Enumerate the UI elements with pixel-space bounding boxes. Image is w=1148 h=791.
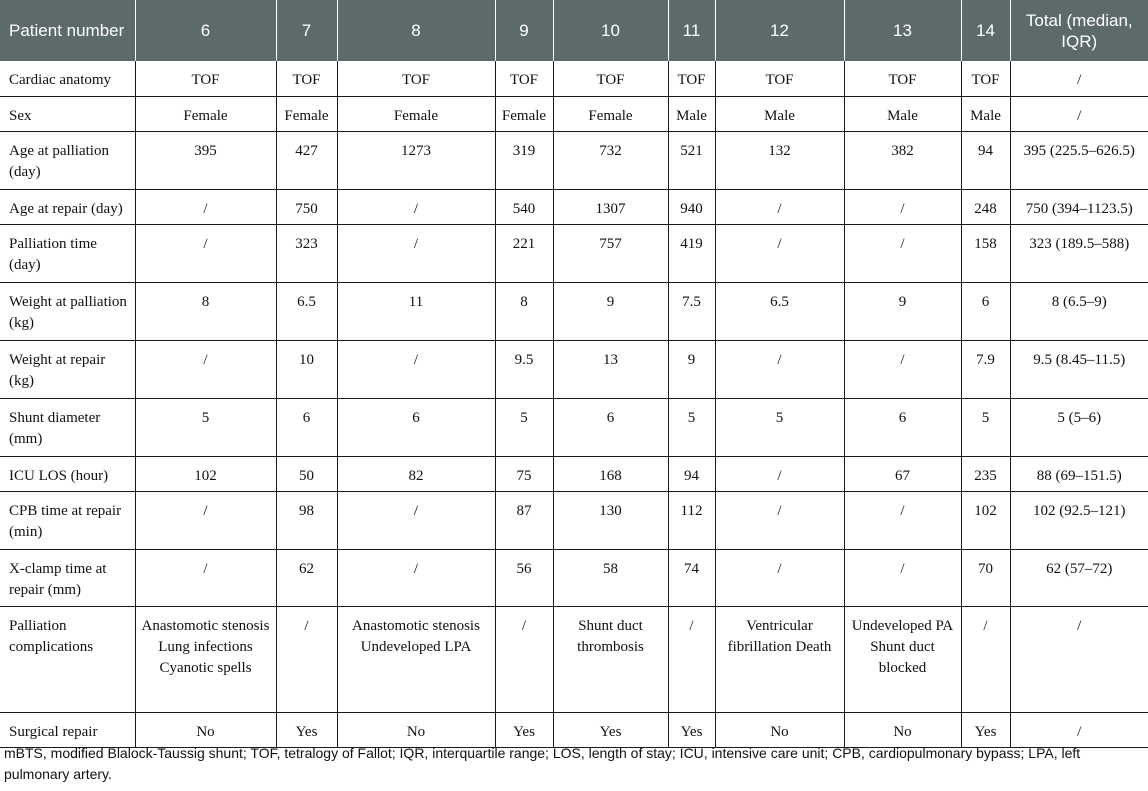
table-cell: / [961,606,1010,712]
total-cell: 9.5 (8.45–11.5) [1010,340,1148,398]
table-cell: 6 [337,398,495,456]
table-cell: Male [844,96,961,131]
total-cell: 750 (394–1123.5) [1010,189,1148,224]
table-cell: 13 [553,340,668,398]
table-cell: / [844,549,961,606]
cell-line: Undeveloped PA [851,617,954,634]
table-cell: 5 [668,398,715,456]
table-row [0,456,1148,491]
table-cell: Yes [495,712,553,747]
header-patient-number: Patient number [0,0,135,61]
table-cell: / [337,224,495,282]
table-cell: 87 [495,491,553,549]
table-cell: Yes [961,712,1010,747]
table-cell: 419 [668,224,715,282]
table-cell: 5 [715,398,844,456]
table-cell: Yes [668,712,715,747]
cell-line: Lung infections [158,638,253,655]
table-cell: 248 [961,189,1010,224]
table-cell: 1307 [553,189,668,224]
table-cell: Shunt duct thrombosis [553,606,668,712]
table-row [0,189,1148,224]
table-cell: 732 [553,131,668,189]
table-row [0,96,1148,131]
table-cell: / [135,189,276,224]
row-label: Age at repair (day) [0,189,135,224]
table-cell: / [276,606,337,712]
table-row [0,712,1148,747]
table-cell: 750 [276,189,337,224]
header-patient-7: 7 [276,0,337,61]
table-cell: 75 [495,456,553,491]
table-cell: / [495,606,553,712]
total-cell: 395 (225.5–626.5) [1010,131,1148,189]
table-cell: 168 [553,456,668,491]
table-cell: 5 [135,398,276,456]
table-cell: 382 [844,131,961,189]
table-cell: 319 [495,131,553,189]
table-cell: No [135,712,276,747]
cell-line: Cyanotic spells [159,659,252,676]
table-cell [135,606,276,712]
row-label: Sex [0,96,135,131]
table-cell: 102 [961,491,1010,549]
row-label: Weight at repair (kg) [0,340,135,398]
table-cell: 1273 [337,131,495,189]
row-label: Age at palliation (day) [0,131,135,189]
table-cell: Female [135,96,276,131]
table-cell: 5 [961,398,1010,456]
table-row [0,282,1148,340]
table-cell: Male [668,96,715,131]
header-patient-11: 11 [668,0,715,61]
table-cell: / [337,491,495,549]
table-cell: / [715,340,844,398]
table-cell: 6 [961,282,1010,340]
table-cell: 10 [276,340,337,398]
cell-line: Anastomotic stenosis [352,617,480,634]
row-label: Weight at palliation (kg) [0,282,135,340]
table-cell: 9 [668,340,715,398]
table-row [0,549,1148,606]
table-cell: 9.5 [495,340,553,398]
table-cell: 235 [961,456,1010,491]
total-cell: 62 (57–72) [1010,549,1148,606]
table-cell: TOF [668,61,715,96]
table-cell: / [715,189,844,224]
table-cell: No [715,712,844,747]
table-cell: 521 [668,131,715,189]
header-patient-13: 13 [844,0,961,61]
header-patient-9: 9 [495,0,553,61]
table-cell: 98 [276,491,337,549]
table-cell: 8 [495,282,553,340]
total-cell: / [1010,712,1148,747]
table-cell: 112 [668,491,715,549]
table-cell: 158 [961,224,1010,282]
table-cell: 11 [337,282,495,340]
table-cell: 6 [844,398,961,456]
table-cell: 6.5 [276,282,337,340]
table-row [0,340,1148,398]
header-patient-10: 10 [553,0,668,61]
table-cell: / [844,189,961,224]
table-cell: 5 [495,398,553,456]
total-cell: 88 (69–151.5) [1010,456,1148,491]
table-cell: 130 [553,491,668,549]
table-cell: 67 [844,456,961,491]
table-cell: 58 [553,549,668,606]
table-cell: / [135,224,276,282]
table-cell: 62 [276,549,337,606]
table-cell: Yes [553,712,668,747]
table-cell: / [337,340,495,398]
table-cell: 757 [553,224,668,282]
total-cell: 102 (92.5–121) [1010,491,1148,549]
table-cell: / [337,549,495,606]
table-cell: Male [961,96,1010,131]
table-cell: 82 [337,456,495,491]
table-cell: 395 [135,131,276,189]
table-cell: / [715,456,844,491]
table-cell: 6.5 [715,282,844,340]
table-row [0,606,1148,712]
table-cell: TOF [337,61,495,96]
table-cell: 50 [276,456,337,491]
table-cell: / [135,491,276,549]
row-label: X-clamp time at repair (mm) [0,549,135,606]
header-patient-6: 6 [135,0,276,61]
table-cell: TOF [553,61,668,96]
table-row [0,61,1148,96]
table-cell: 94 [961,131,1010,189]
row-label: Cardiac anatomy [0,61,135,96]
table-cell: / [844,491,961,549]
cell-line: Shunt duct blocked [870,638,935,676]
table-row [0,491,1148,549]
table-cell: 540 [495,189,553,224]
table-cell: 6 [276,398,337,456]
table-cell: / [844,340,961,398]
table-cell: / [337,189,495,224]
table-cell: / [844,224,961,282]
table-cell: 56 [495,549,553,606]
table-cell: / [715,224,844,282]
table-cell: / [135,340,276,398]
table-cell: No [337,712,495,747]
row-label: CPB time at repair (min) [0,491,135,549]
table-cell: TOF [276,61,337,96]
row-label: Palliation time (day) [0,224,135,282]
row-label: ICU LOS (hour) [0,456,135,491]
table-cell [337,606,495,712]
table-header [0,0,1148,61]
total-cell: / [1010,61,1148,96]
table-cell: 132 [715,131,844,189]
table-cell: 221 [495,224,553,282]
header-row [0,0,1148,61]
table-cell: Male [715,96,844,131]
table-cell: TOF [715,61,844,96]
table-cell: TOF [135,61,276,96]
table-cell: 9 [553,282,668,340]
table-cell: / [715,549,844,606]
table-cell: TOF [961,61,1010,96]
row-label: Palliation complications [0,606,135,712]
table-cell: 102 [135,456,276,491]
table-cell: 427 [276,131,337,189]
table-cell: / [715,491,844,549]
cell-line: Anastomotic stenosis [141,617,270,634]
table-cell: / [135,549,276,606]
table-row [0,131,1148,189]
table-cell: / [668,606,715,712]
cell-line: Undeveloped LPA [360,638,472,655]
table-cell: 94 [668,456,715,491]
table-cell: 7.9 [961,340,1010,398]
table-cell: 940 [668,189,715,224]
header-patient-12: 12 [715,0,844,61]
total-cell: 323 (189.5–588) [1010,224,1148,282]
header-patient-8: 8 [337,0,495,61]
table-cell: TOF [844,61,961,96]
table-cell: TOF [495,61,553,96]
table-cell: No [844,712,961,747]
table-cell: 7.5 [668,282,715,340]
header-total: Total (median, IQR) [1010,0,1148,61]
row-label: Shunt diameter (mm) [0,398,135,456]
table-cell: Female [337,96,495,131]
table-cell: Ventricular fibrillation Death [715,606,844,712]
table-body [0,61,1148,747]
table-cell: 74 [668,549,715,606]
table-cell [844,606,961,712]
table-cell: Female [495,96,553,131]
table-cell: Yes [276,712,337,747]
table-cell: Female [553,96,668,131]
total-cell: 5 (5–6) [1010,398,1148,456]
table-row [0,224,1148,282]
table-cell: 323 [276,224,337,282]
table-cell: 70 [961,549,1010,606]
table-row [0,398,1148,456]
header-patient-14: 14 [961,0,1010,61]
row-label: Surgical repair [0,712,135,747]
total-cell: / [1010,96,1148,131]
table-cell: 8 [135,282,276,340]
table-cell: 9 [844,282,961,340]
table-cell: Female [276,96,337,131]
total-cell: 8 (6.5–9) [1010,282,1148,340]
table-cell: 6 [553,398,668,456]
table-footnote: mBTS, modified Blalock-Taussig shunt; TOF, tetralogy of Fallot; IQR, interquartile range; LOS, length of stay; ICU, intensive care unit; CPB, cardiopulmonary bypass; LPA, left pulmonary artery. [4,745,1081,782]
total-cell: / [1010,606,1148,712]
